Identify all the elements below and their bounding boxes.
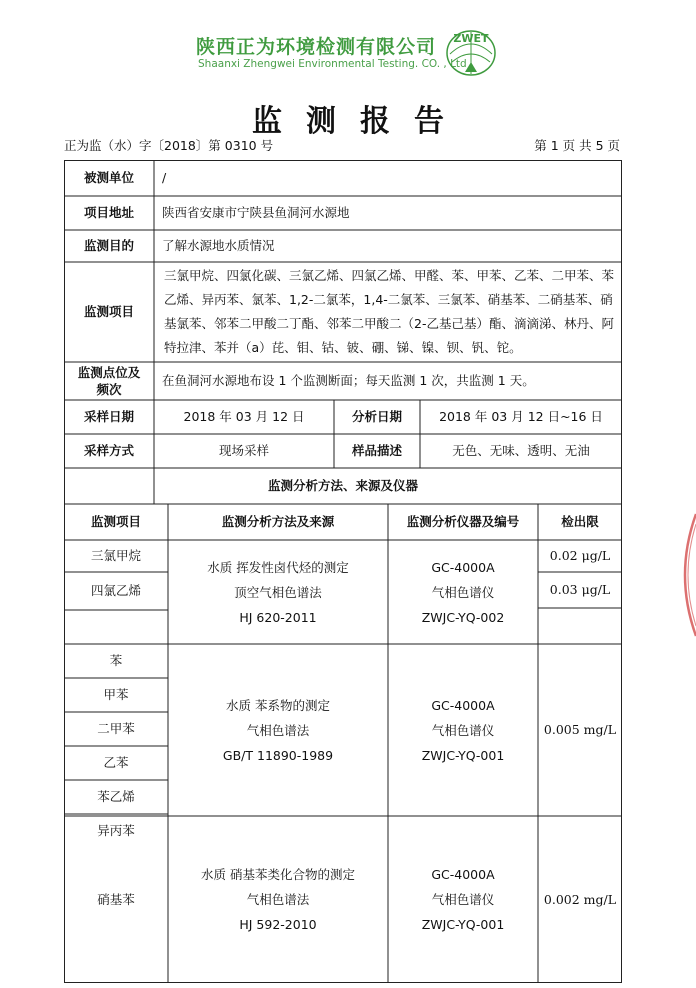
points-value: 在鱼洞河水源地布设 1 个监测断面；每天监测 1 次，共监测 1 天。	[162, 373, 535, 389]
method-line: HJ 592-2010	[239, 917, 317, 932]
company-logo-icon	[440, 24, 502, 78]
address-label: 项目地址	[83, 205, 134, 221]
items-label: 监测项目	[83, 304, 134, 320]
col-header-instrument: 监测分析仪器及编号	[406, 514, 520, 530]
table-row-item: 二甲苯	[97, 721, 135, 737]
table-row-item: 苯乙烯	[97, 789, 135, 805]
table-row-item: 苯	[109, 653, 123, 669]
methods-section-title: 监测分析方法、来源及仪器	[267, 478, 418, 494]
report-title: 监测报告	[252, 104, 468, 139]
client-value: /	[162, 170, 167, 186]
address-value: 陕西省安康市宁陕县鱼洞河水源地	[162, 205, 350, 221]
points-label-line1: 监测点位及	[77, 365, 141, 380]
sampling-date-label: 采样日期	[83, 409, 134, 425]
instrument-line: GC-4000A	[431, 559, 495, 575]
method-line: 顶空气相色谱法	[234, 584, 322, 600]
client-label: 被测单位	[83, 170, 134, 186]
instrument-cell	[388, 540, 538, 644]
analysis-date-label: 分析日期	[351, 409, 402, 425]
method-line: 水质 挥发性卤代烃的测定	[207, 559, 349, 575]
analysis-date-value: 2018 年 03 月 12 日~16 日	[439, 409, 603, 425]
table-row-item: 甲苯	[103, 687, 129, 703]
instrument-line: GC-4000A	[431, 867, 495, 882]
instrument-line: ZWJC-YQ-001	[421, 747, 505, 763]
instrument-line: ZWJC-YQ-001	[421, 917, 505, 932]
purpose-label: 监测目的	[83, 238, 134, 254]
sample-desc-label: 样品描述	[351, 443, 402, 459]
method-cell	[168, 644, 388, 816]
sampling-date-value: 2018 年 03 月 12 日	[183, 409, 305, 425]
points-label-line2: 频次	[96, 382, 122, 397]
instrument-line: 气相色谱仪	[431, 722, 495, 738]
document-number: 正为监（水）字〔2018〕第 0310 号	[64, 138, 274, 153]
instrument-cell	[388, 816, 538, 983]
method-line: 气相色谱法	[246, 892, 310, 907]
items-value: 三氯甲烷、四氯化碳、三氯乙烯、四氯乙烯、甲醛、苯、甲苯、乙苯、二甲苯、苯乙烯、异丙苯、氯苯、1,2-二氯苯，1,4-二氯苯、三氯苯、硝基苯、二硝基苯、硝基氯苯、邻苯二甲酸二丁酯、邻苯二甲酸二（2-乙基己基）酯、滴滴涕、林丹、阿特拉津、苯并（a）芘、钼、钴、铍、硼、锑、镍、钡、钒、铊。	[164, 268, 615, 355]
sample-desc-value: 无色、无味、透明、无油	[452, 443, 590, 459]
table-row-item: 四氯乙烯	[90, 583, 141, 599]
table-row-item: 异丙苯	[97, 823, 135, 839]
sampling-method-value: 现场采样	[218, 443, 269, 459]
company-name-cn: 陕西正为环境检测有限公司	[196, 36, 437, 58]
limit-cell: 0.03 μg/L	[549, 582, 611, 598]
instrument-line: ZWJC-YQ-002	[421, 609, 505, 625]
method-line: GB/T 11890-1989	[222, 747, 334, 763]
limit-cell: 0.002 mg/L	[543, 891, 617, 907]
col-header-limit: 检出限	[561, 514, 599, 530]
method-cell	[168, 816, 388, 983]
col-header-item: 监测项目	[90, 514, 141, 530]
table-row-item: 三氯甲烷	[90, 548, 141, 564]
method-line: 气相色谱法	[246, 722, 310, 738]
sampling-method-label: 采样方式	[83, 443, 134, 459]
logo-text: ZWET	[453, 32, 489, 45]
method-line: 水质 硝基苯类化合物的测定	[201, 867, 355, 882]
official-seal-stamp	[672, 510, 696, 640]
col-header-method: 监测分析方法及来源	[221, 514, 335, 530]
limit-cell: 0.005 mg/L	[543, 722, 617, 738]
instrument-line: 气相色谱仪	[431, 892, 495, 907]
company-name-en: Shaanxi Zhengwei Environmental Testing. CO. , Ltd	[198, 58, 467, 70]
instrument-cell	[388, 644, 538, 816]
method-cell	[168, 540, 388, 644]
instrument-line: 气相色谱仪	[431, 584, 495, 600]
limit-cell: 0.02 μg/L	[549, 548, 611, 564]
points-label	[64, 362, 154, 400]
purpose-value: 了解水源地水质情况	[162, 238, 275, 254]
method-line: 水质 苯系物的测定	[226, 697, 330, 713]
page-info: 第 1 页 共 5 页	[534, 138, 620, 153]
method-line: HJ 620-2011	[239, 609, 317, 625]
table-row-item: 乙苯	[103, 755, 129, 771]
table-row-item: 硝基苯	[97, 891, 135, 907]
instrument-line: GC-4000A	[431, 697, 495, 713]
